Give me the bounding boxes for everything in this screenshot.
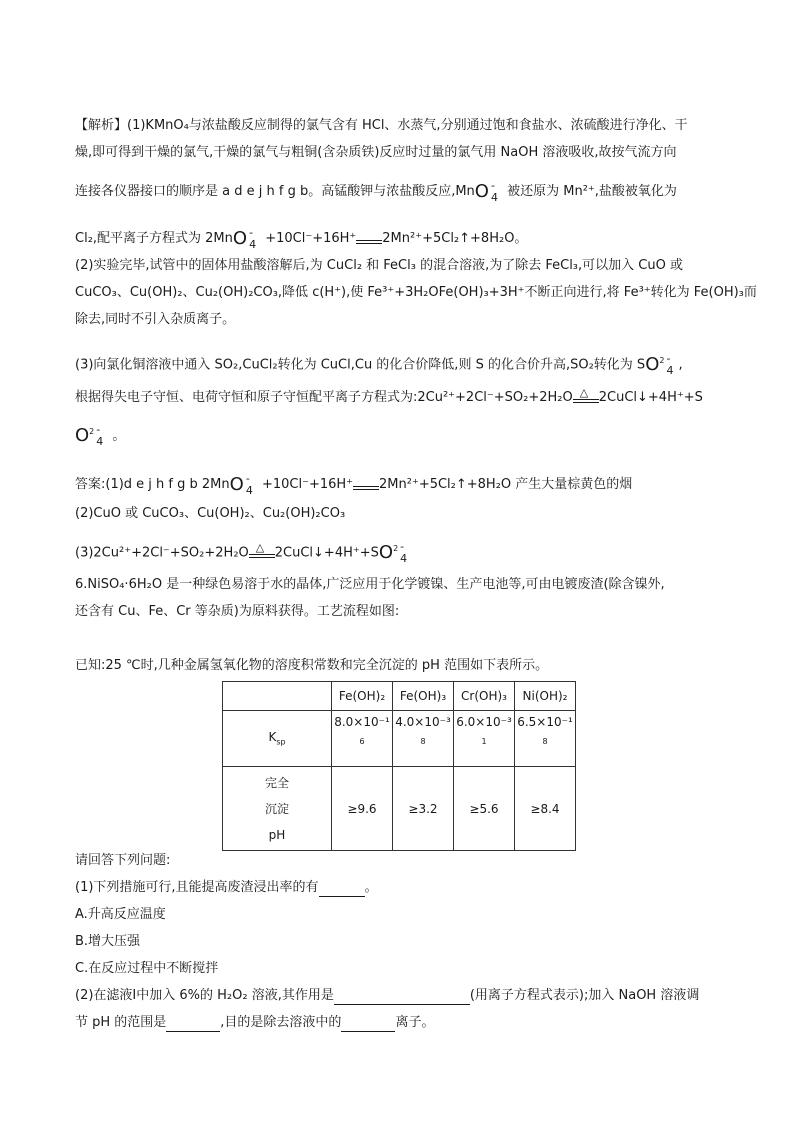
answer-line-1: 答案:(1)d e j h f g b 2MnO - 4 +10Cl⁻+16H⁺ 2Mn²⁺+5Cl₂↑+8H₂O 产生大量棕黄色的烟 [75, 471, 633, 497]
table-cell: ≥3.2 [393, 767, 454, 851]
row-label-ph: 完全 沉淀 pH [223, 767, 332, 851]
question-2-line-2: 节 pH 的范围是 ,目的是除去溶液中的 离子。 [75, 1015, 435, 1030]
option-a: A.升高反应温度 [75, 907, 166, 922]
analysis3-line-1: (3)向氯化铜溶液中通入 SO₂,CuCl₂转化为 CuCl,Cu 的化合价降低,则 S 的化合价升高,SO₂转化为 $SO^2$ - 4 , [75, 351, 683, 377]
table-header: Ni(OH)₂ [515, 682, 576, 711]
table-cell: ≥9.6 [332, 767, 393, 851]
option-c: C.在反应过程中不断搅拌 [75, 961, 219, 976]
table-header: Fe(OH)₂ [332, 682, 393, 711]
table-cell: 6.5×10⁻¹ 8 [515, 711, 576, 767]
analysis-line-3: 连接各仪器接口的顺序是 a d e j h f g b。高锰酸钾与浓盐酸反应,MnO - 4 被还原为 Mn²⁺,盐酸被氧化为 [75, 178, 677, 204]
answer-blank[interactable] [319, 882, 365, 897]
analysis2-line-2: CuCO₃、Cu(OH)₂、Cu₂(OH)₂CO₃,降低 c(H⁺),使 Fe³⁺+3H₂OFe(OH)₃+3H⁺不断正向进行,将 Fe³⁺转化为 Fe(OH)₃而 [75, 285, 757, 300]
analysis3-line-2: 根据得失电子守恒、电荷守恒和原子守恒配平离子方程式为:2Cu²⁺+2Cl⁻+SO₂+2H₂O △ 2CuCl↓+4H⁺+S [75, 385, 703, 405]
ion-fraction: - 4 [490, 178, 498, 204]
known-conditions: 已知:25 ℃时,几种金属氢氧化物的溶度积常数和完全沉淀的 pH 范围如下表所示。 [75, 658, 549, 673]
answer-line-2: (2)CuO 或 CuCO₃、Cu(OH)₂、Cu₂(OH)₂CO₃ [75, 506, 346, 521]
analysis-line-2: 燥,即可得到干燥的氯气,干燥的氯气与粗铜(含杂质铁)反应时过量的氯气用 NaOH 溶液吸收,故按气流方向 [75, 145, 677, 160]
question6-line-2: 还含有 Cu、Fe、Cr 等杂质)为原料获得。工艺流程如图: [75, 604, 400, 619]
table-cell: 6.0×10⁻³ 1 [454, 711, 515, 767]
question-1: (1)下列措施可行,且能提高废渣浸出率的有 。 [75, 880, 378, 895]
equals-sign [356, 233, 382, 245]
analysis2-line-3: 除去,同时不引入杂质离子。 [75, 312, 236, 327]
answer-blank[interactable] [166, 1017, 220, 1032]
table-row-ksp [223, 711, 576, 767]
table-cell: ≥8.4 [515, 767, 576, 851]
analysis-line-1: 【解析】(1)KMnO₄与浓盐酸反应制得的氯气含有 HCl、水蒸气,分别通过饱和食盐水、浓硫酸进行净化、干 [75, 118, 688, 133]
ion-o: O [474, 181, 489, 202]
answer-line-3: (3)2Cu²⁺+2Cl⁻+SO₂+2H₂O △ $2CuCl↓+4H^++SO^2$ - 4 [75, 539, 408, 565]
table-cell: ≥5.6 [454, 767, 515, 851]
row-label-ksp: $K_{sp}$ [223, 711, 332, 767]
analysis-line-4: Cl₂,配平离子方程式为 2MnO - 4 +10Cl⁻+16H⁺ 2Mn²⁺+5Cl₂↑+8H₂O。 [75, 225, 528, 251]
question6-line-1: 6.NiSO₄·6H₂O 是一种绿色易溶于水的晶体,广泛应用于化学镀镍、生产电池等,可由电镀废渣(除含镍外, [75, 577, 665, 592]
option-b: B.增大压强 [75, 934, 141, 949]
analysis2-line-1: (2)实验完毕,试管中的固体用盐酸溶解后,为 CuCl₂ 和 FeCl₃ 的混合溶液,为了除去 FeCl₃,可以加入 CuO 或 [75, 258, 683, 273]
table-header: Cr(OH)₃ [454, 682, 515, 711]
table-cell: 4.0×10⁻³ 8 [393, 711, 454, 767]
table-header-row [223, 682, 576, 711]
answer-blank[interactable] [341, 1017, 395, 1032]
equals-heat-sign: △ [573, 392, 599, 404]
table-cell: 8.0×10⁻¹ 6 [332, 711, 393, 767]
analysis3-line-3: $O^2$ - 4 。 [75, 422, 126, 448]
question-2-line-1: (2)在滤液Ⅰ中加入 6%的 H₂O₂ 溶液,其作用是 (用离子方程式表示);加入 NaOH 溶液调 [75, 988, 700, 1003]
ksp-table [222, 681, 576, 851]
table-row-ph [223, 767, 576, 851]
answer-blank[interactable] [334, 990, 470, 1005]
questions-intro: 请回答下列问题: [75, 853, 171, 868]
table-header: Fe(OH)₃ [393, 682, 454, 711]
